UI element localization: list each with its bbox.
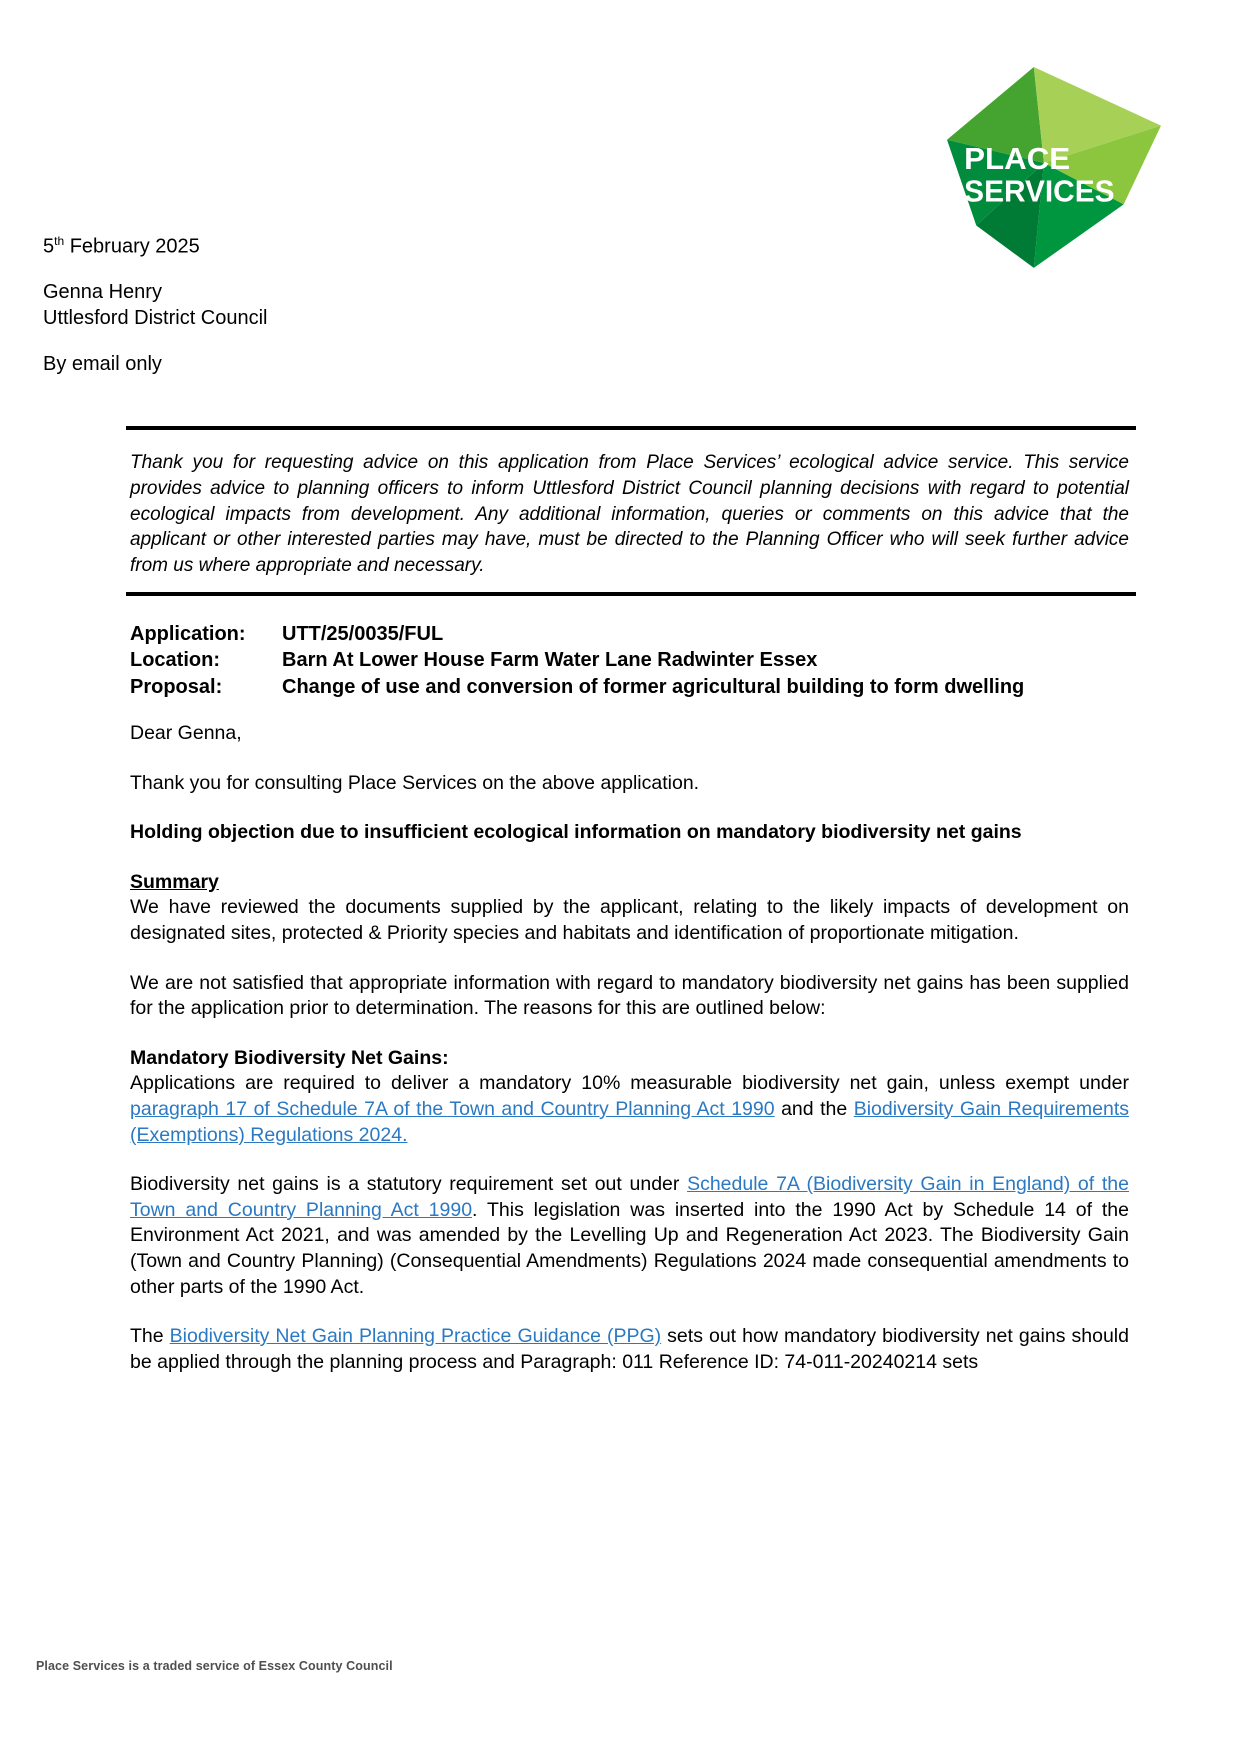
intro-paragraph: Thank you for consulting Place Services on the above application. [130,771,700,794]
summary-paragraph: We have reviewed the documents supplied by the applicant, relating to the likely impacts of development on designated sites, protected & Priority species and habitats and identification of proportionate mitigation. [130,896,1129,944]
location-value: Barn At Lower House Farm Water Lane Radwinter Essex [282,649,818,672]
date-day: 5 [43,235,55,258]
service-notice-paragraph: Thank you for requesting advice on this application from Place Services’ ecological advice service. This service provides advice to planning officers to inform Uttlesford District Council planning decisions with regard to potential ecological impacts from development. Any additional information, queries or comments on this advice that the applicant or other interested parties may have, must be directed to the Planning Officer who will seek further advice from us where appropriate and necessary. [130,452,1129,577]
application-label: Application: [130,623,246,645]
bng-heading: Mandatory Biodiversity Net Gains: [130,1046,449,1069]
proposal-label: Proposal: [130,675,223,698]
letter-body [130,721,1129,1399]
letter-date [43,228,200,260]
date-rest: February 2025 [64,235,200,258]
date-ordinal: th [54,234,65,248]
recipient-block [43,279,268,331]
recipient-organisation: Uttlesford District Council [43,307,268,329]
ppg-paragraph [130,1324,1129,1375]
text-run: Applications are required to deliver a mandatory 10% measurable biodiversity net gain, unless exempt under [130,1072,1129,1095]
statutory-paragraph [130,1172,1129,1300]
applications-paragraph [130,1071,1129,1148]
delivery-method: By email only [43,353,162,375]
location-row [130,647,1130,673]
application-row [130,621,1130,647]
text-run: The [130,1325,170,1348]
horizontal-rule-top [126,426,1136,430]
link-schedule7a-biodiversity-gain[interactable]: Schedule 7A (Biodiversity Gain in England) of the Town and Country Planning Act 1990 [130,1173,1129,1221]
link-bng-planning-practice-guidance[interactable]: Biodiversity Net Gain Planning Practice Guidance (PPG) [169,1325,662,1348]
proposal-value: Change of use and conversion of former agricultural building to form dwelling [282,675,1025,698]
link-schedule7a-paragraph17[interactable]: paragraph 17 of Schedule 7A of the Town and Country Planning Act 1990 [130,1097,775,1120]
link-bng-exemptions-regulations[interactable]: Biodiversity Gain Requirements (Exemptions) Regulations 2024. [130,1097,1129,1146]
logo-text-services: SERVICES [964,175,1115,209]
objection-heading: Holding objection due to insufficient ecological information on mandatory biodiversity net gains [130,821,1022,844]
not-satisfied-paragraph: We are not satisfied that appropriate information with regard to mandatory biodiversity net gains has been supplied for the application prior to determination. The reasons for this are outlined below: [130,971,1129,1020]
logo-text-place: PLACE [964,143,1071,177]
text-run: sets out how mandatory biodiversity net gains should be applied through the planning process and Paragraph: 011 Reference ID: 74-011-20240214 sets [130,1325,1129,1373]
place-services-logo [947,66,1161,270]
summary-heading: Summary [130,870,219,893]
horizontal-rule-bottom [126,592,1136,596]
application-value: UTT/25/0035/FUL [282,623,444,645]
text-run: Biodiversity net gains is a statutory requirement set out under [130,1173,688,1196]
text-run: and the [774,1097,854,1120]
location-label: Location: [130,649,220,672]
footer-tagline: Place Services is a traded service of Essex County Council [36,1659,393,1673]
application-details [130,621,1130,700]
text-run: . This legislation was inserted into the 1990 Act by Schedule 14 of the Environment Act 2021, and was amended by the Levelling Up and Regeneration Act 2023. The Biodiversity Gain (Town and Country Planning) (Consequential Amendments) Regulations 2024 made consequential amendments to other parts of the 1990 Act. [130,1198,1129,1298]
proposal-row [130,674,1130,700]
recipient-name: Genna Henry [43,281,162,303]
salutation: Dear Genna, [130,722,242,744]
